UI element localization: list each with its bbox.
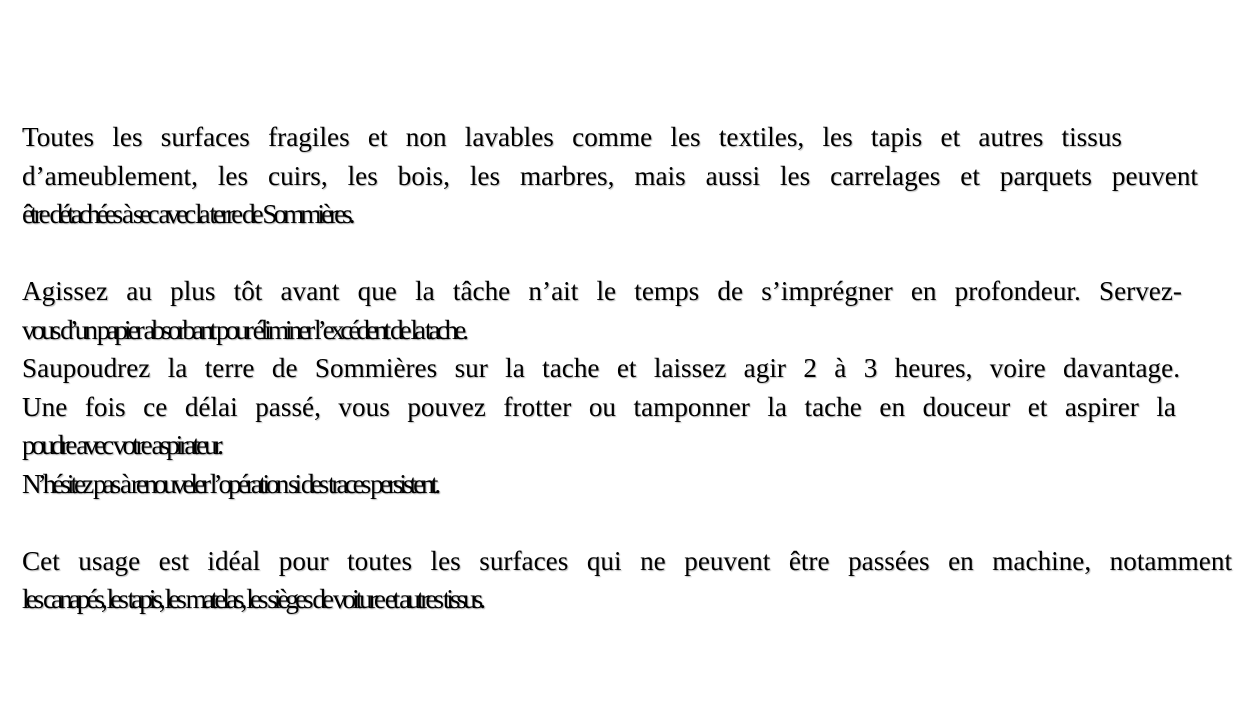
paragraph-spacer (22, 503, 1238, 542)
paragraph-2-line-2: vous d’un papier absorbant pour éliminer l’excédent de la tache. (22, 314, 466, 345)
paragraph-3-line-1: Cet usage est idéal pour toutes les surfaces qui ne peuvent être passées en machine, notamment (22, 545, 1232, 576)
paragraph-3-line-2: les canapés, les tapis, les matelas, les sièges de voiture et autres tissus. (22, 584, 483, 614)
paragraph-1-line-3: être détachées à sec avec la terre de Sommières. (22, 199, 352, 229)
paragraph-2-line-1: Agissez au plus tôt avant que la tâche n’ait le temps de s’imprégner en profondeur. Servez- (22, 276, 1182, 306)
paragraph-1-line-2: d’ameublement, les cuirs, les bois, les marbres, mais aussi les carrelages et parquets peuvent (22, 160, 1198, 191)
paragraph-1-line-1: Toutes les surfaces fragiles et non lavables comme les textiles, les tapis et autres tissus (22, 122, 1122, 152)
paragraph-spacer (22, 234, 1238, 273)
paragraph-2-line-5: poudre avec votre aspirateur. (22, 430, 221, 460)
paragraph-2-line-3: Saupoudrez la terre de Sommières sur la tache et laissez agir 2 à 3 heures, voire davantage. (22, 353, 1180, 383)
body-text (22, 118, 1238, 619)
paragraph-2-line-6: N’hésitez pas à renouveler l’opération si des traces persistent. (22, 468, 438, 499)
paragraph-2-line-4: Une fois ce délai passé, vous pouvez frotter ou tamponner la tache en douceur et aspirer la (22, 391, 1176, 422)
